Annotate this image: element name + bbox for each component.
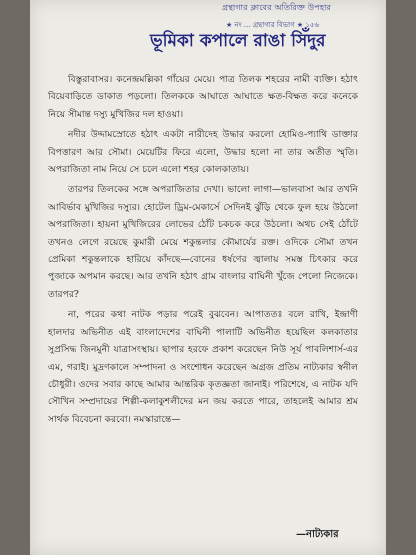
- paragraph: না, পরের কথা নাটক পড়ার পরেই বুঝবেন। আপাততঃ বলে রাখি, ইন্দ্রাণী হালদার অভিনীত এই বাংলাদেশের বাঘিনী পালাটি অভিনীত হয়েছিল কলকাতার সুপ্রসিদ্ধ জিনমুনী যাত্রাসংস্থায়। ছাপার হরফে প্রকাশ করেছেন নিউ সূর্য পাবলিশার্স-এর এম, গরাই। মুদ্রণকালে সম্পাদনা ও সংশোধন করেছেন অগ্রজ প্রতিম নাট্যকার স্বনীল চৌধুরী। ওদের সবার কাছে আমার আন্তরিক কৃতজ্ঞতা জানাই। পরিশেষে, এ নাটক যদি সৌখিন সম্প্রদায়ের শিল্পী-কলাকুশলীদের মন জয় করতে পারে, তাহলেই আমার শ্রম সার্থক বিবেচনা করবো। নমস্কারান্তে—: [48, 309, 358, 425]
- paragraph: নদীর উদ্দামস্রোতে হঠাৎ একটা নারীদেহ উদ্ধার করলো হোমিও-প্যাথি ডাক্তার বিপত্তারণ আর সৌমা। মেয়েটির ফিরে এলো, উদ্ধার হলো না তার অতীত স্মৃতি। অপরাজিতা নাম নিয়ে সে চলে এলো শহর কোলকাতায়।: [48, 129, 358, 176]
- signature: —নাট্যকার: [296, 529, 339, 540]
- library-stamp-line-2: ★ নং ... গ্রন্থাগার বিভাগ ★ ১৫৬: [226, 21, 320, 29]
- page-heading: ভূমিকা কপালে রাঙা সিঁদুর: [150, 31, 326, 51]
- preface-body: [48, 71, 358, 428]
- paragraph: তারপর তিলকের সঙ্গে অপরাজিতার দেখা। ভালো লাগা—ভালবাসা আর তখনি আবির্ভাব মুখিজির দস্যুর। হোটেল ড্রিম-মেকার্সে সেদিনই ঝুঁড়ি থেকে ফুল হয়ে উঠলো অপরাজিতা। হায়না মুখিজিরের লোভের ঠোঁট চকচক করে উঠলো। অথচ সেই ঠোঁটে তখনও লেগে রয়েছে কুমারী মেয়ে শকুন্তলার কৌমার্যের রক্ত। ওদিকে সৌমা তখন প্রেমিকা শকুন্তলাকে হারিয়ে কাঁদছে—বোনের ধর্ষণের জ্বালায় সমস্ত চিৎকার করে পুজাকে অপমান করছে। আর তখনি হঠাৎ গ্রাম বাংলার বাঘিনী খুঁজে পেলো নিজেকে। তারপর?: [48, 184, 358, 300]
- paragraph: বিস্তুরাবাসর। কনেন্দ্রমল্লিকা গাঁয়ের মেয়ে। পাত্র তিলক শহরের নামী ব্যক্তি। হঠাৎ বিয়েবাড়িতে ডাকাত পড়লো। তিলককে আঘাতে আঘাতে ক্ষত-বিক্ষত করে কনেকে নিয়ে সীমান্ত দস্যু মুখিজির দল হাওয়া।: [48, 74, 358, 120]
- library-stamp-line-1: গ্রন্থাগার ক্লাবের অতিরিক্ত উপহার: [222, 3, 332, 12]
